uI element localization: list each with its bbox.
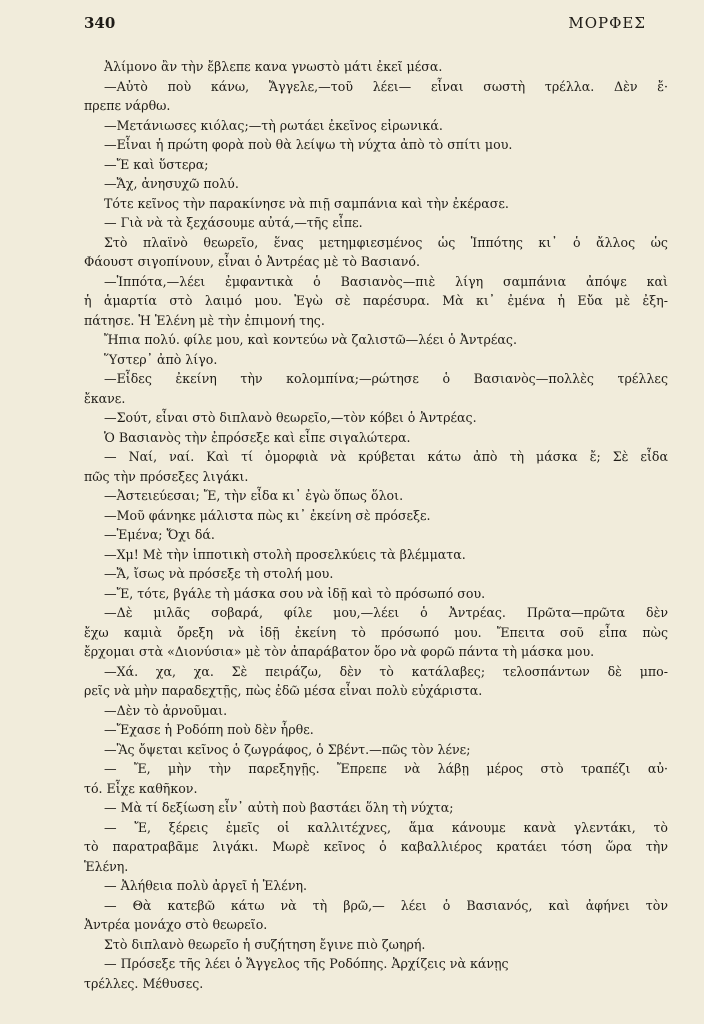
text-line: Ἤπια πολύ. φίλε μου, καὶ κοντεύω νὰ ζαλιστῶ—λέει ὁ Ἀντρέας.: [104, 332, 517, 347]
text-line: —Ἄ, ἴσως νὰ πρόσεξε τὴ στολή μου.: [104, 566, 334, 581]
text-line: — Ἔ, ξέρεις ἐμεῖς οἱ καλλιτέχνες, ἅμα κάνουμε κανὰ γλεντάκι, τὸ: [104, 819, 668, 835]
text-line: —Ἱππότα,—λέει ἐμφαντικὰ ὁ Βασιανὸς—πιὲ λίγη σαμπάνια ἀπόψε καὶ: [104, 273, 668, 289]
text-line: — Ἔ, μὴν τὴν παρεξηγῇς. Ἔπρεπε νὰ λάβῃ μέρος στὸ τραπέζι αὐ·: [104, 761, 668, 776]
text-line: —Σούτ, εἶναι στὸ διπλανὸ θεωρεῖο,—τὸν κόβει ὁ Ἀντρέας.: [104, 410, 477, 425]
text-line: —Εἶναι ἡ πρώτη φορὰ ποὺ θὰ λείψω τὴ νύχτα ἀπὸ τὸ σπίτι μου.: [104, 137, 513, 152]
text-line: —Μοῦ φάνηκε μάλιστα πὼς κι᾿ ἐκείνη σὲ πρόσεξε.: [104, 507, 431, 523]
text-line: —Δὲ μιλᾶς σοβαρά, φίλε μου,—λέει ὁ Ἀντρέας. Πρῶτα—πρῶτα δὲν: [104, 605, 668, 620]
text-line: Τότε κεῖνος τὴν παρακίνησε νὰ πιῇ σαμπάνια καὶ τὴν ἐκέρασε.: [104, 195, 509, 211]
text-line: πῶς τὴν πρόσεξες λιγάκι.: [84, 468, 249, 484]
text-line: Ἀλίμονο ἂν τὴν ἔβλεπε κανα γνωστὸ μάτι ἐκεῖ μέσα.: [104, 59, 443, 74]
text-line: πρεπε νάρθω.: [84, 98, 171, 113]
text-line: τό. Εἶχε καθῆκον.: [84, 780, 198, 796]
text-line: Ὁ Βασιανὸς τὴν ἐπρόσεξε καὶ εἶπε σιγαλώτερα.: [104, 429, 411, 445]
body-text: [84, 57, 668, 993]
text-line: —Δὲν τὸ ἀρνοῦμαι.: [104, 702, 228, 718]
text-line: —Ἂς ὄψεται κεῖνος ὁ ζωγράφος, ὁ Σβέντ.—πῶς τὸν λένε;: [104, 741, 471, 757]
text-line: — Μὰ τί δεξίωση εἶν᾿ αὐτὴ ποὺ βαστάει ὅλη τὴ νύχτα;: [104, 800, 454, 815]
text-line: —Εἶδες ἐκείνη τὴν κολομπίνα;—ρώτησε ὁ Βασιανὸς—πολλὲς τρέλλες: [104, 371, 668, 386]
text-line: Στὸ διπλανὸ θεωρεῖο ἡ συζήτηση ἔγινε πιὸ ζωηρή.: [104, 936, 426, 952]
text-line: Ἑλένη.: [84, 858, 129, 874]
text-line: τρέλλες. Μέθυσες.: [84, 975, 204, 991]
text-line: Φάουστ σιγοπίνουν, εἶναι ὁ Ἀντρέας μὲ τὸ Βασιανό.: [84, 254, 420, 269]
text-line: —Χμ! Μὲ τὴν ἱπποτικὴ στολὴ προσελκύεις τὰ βλέμματα.: [104, 546, 466, 562]
page-number: 340: [84, 14, 116, 32]
text-line: Στὸ πλαϊνὸ θεωρεῖο, ἕνας μετημφιεσμένος ὡς Ἱππότης κι᾿ ὁ ἄλλος ὡς: [104, 234, 668, 250]
text-line: ἔρχομαι στὰ «Διονύσια» μὲ τὸν ἀπαράβατον ὅρο νὰ φορῶ πάντα τὴ μάσκα μου.: [84, 644, 595, 659]
text-line: ρεῖς νὰ μὴν παραδεχτῇς, πὼς ἐδῶ μέσα εἶναι πολὺ εὐχάριστα.: [84, 683, 483, 698]
page-header: [84, 14, 646, 40]
text-line: —Ἔ, τότε, βγάλε τὴ μάσκα σου νὰ ἰδῇ καὶ τὸ πρόσωπό σου.: [104, 585, 486, 601]
text-line: —Χά. χα, χα. Σὲ πειράζω, δὲν τὸ κατάλαβες; τελοσπάντων δὲ μπο-: [104, 663, 668, 679]
text-line: —Ἄχ, ἀνησυχῶ πολύ.: [104, 176, 239, 191]
text-line: Ἀντρέα μονάχο στὸ θεωρεῖο.: [84, 917, 268, 932]
text-line: — Πρόσεξε τῆς λέει ὁ Ἄγγελος τῆς Ροδόπης. Ἀρχίζεις νὰ κάνῃς: [104, 956, 509, 971]
text-line: —Ἔ καὶ ὕστερα;: [104, 156, 209, 172]
text-line: Ὕστερ᾿ ἀπὸ λίγο.: [104, 351, 218, 367]
text-line: πάτησε. Ἡ Ἑλένη μὲ τὴν ἐπιμονή της.: [84, 312, 325, 328]
text-line: —Ἀστειεύεσαι; Ἔ, τὴν εἶδα κι᾿ ἐγὼ ὅπως ὅλοι.: [104, 488, 404, 503]
text-line: —Αὐτὸ ποὺ κάνω, Ἄγγελε,—τοῦ λέει— εἶναι σωστὴ τρέλλα. Δὲν ἔ·: [104, 78, 668, 94]
text-line: —Ἔχασε ἡ Ροδόπη ποὺ δὲν ἦρθε.: [104, 722, 314, 737]
text-line: —Ἐμένα; Ὄχι δά.: [104, 527, 215, 542]
text-line: ἔκανε.: [84, 390, 126, 406]
running-head: ΜΟΡΦΕΣ: [568, 14, 646, 32]
text-line: ἔχω καμιὰ ὄρεξη νὰ ἰδῇ ἐκείνη τὸ πρόσωπό μου. Ἔπειτα σοῦ εἶπα πὼς: [84, 624, 668, 640]
text-line: — Ναί, ναί. Καὶ τί ὀμορφιὰ νὰ κρύβεται κάτω ἀπὸ τὴ μάσκα ἔ; Σὲ εἶδα: [104, 449, 668, 464]
text-line: —Μετάνιωσες κιόλας;—τὴ ρωτάει ἐκεῖνος εἰρωνικά.: [104, 117, 443, 133]
text-line: ἡ ἁμαρτία στὸ λαιμό μου. Ἐγὼ σὲ παρέσυρα. Μὰ κι᾿ ἐμένα ἡ Εὔα μὲ ἐξη-: [84, 293, 668, 308]
text-line: — Γιὰ νὰ τὰ ξεχάσουμε αὐτά,—τῆς εἶπε.: [104, 215, 363, 230]
text-line: — Θὰ κατεβῶ κάτω νὰ τὴ βρῶ,— λέει ὁ Βασιανός, καὶ ἀφήνει τὸν: [104, 897, 668, 913]
text-line: τὸ παρατραβᾶμε λιγάκι. Μωρὲ κεῖνος ὁ καβαλλιέρος κρατάει τόση ὥρα τὴν: [84, 839, 668, 854]
text-line: — Ἀλήθεια πολὺ ἀργεῖ ἡ Ἑλένη.: [104, 878, 308, 893]
